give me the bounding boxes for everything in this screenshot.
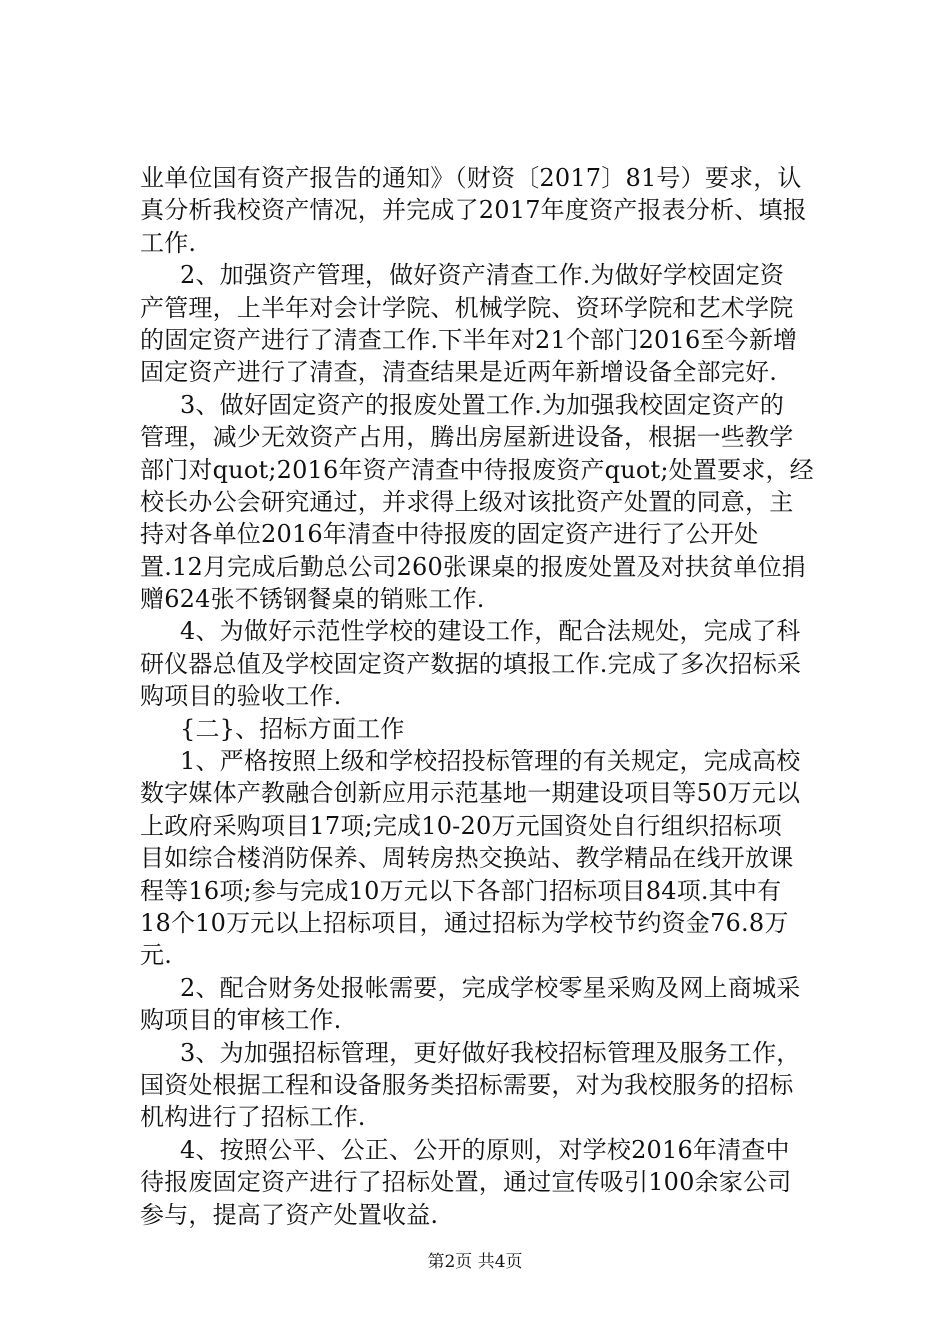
text-line: 国资处根据工程和设备服务类招标需要，对为我校服务的招标 — [140, 1070, 794, 1099]
text-line: 工作. — [140, 228, 197, 257]
text-line: {二}、招标方面工作 — [180, 714, 405, 743]
text-line: 程等16项;参与完成10万元以下各部门招标项目84项.其中有 — [140, 876, 782, 905]
text-line: 机构进行了招标工作. — [140, 1103, 366, 1132]
text-line: 目如综合楼消防保养、周转房热交换站、教学精品在线开放课 — [140, 844, 794, 873]
text-line: 2、配合财务处报帐需要，完成学校零星采购及网上商城采 — [180, 973, 801, 1002]
text-line: 产管理，上半年对会计学院、机械学院、资环学院和艺术学院 — [140, 293, 794, 322]
text-line: 购项目的验收工作. — [140, 682, 342, 711]
text-line: 2、加强资产管理，做好资产清查工作.为做好学校固定资 — [180, 261, 785, 290]
text-line: 18个10万元以上招标项目，通过招标为学校节约资金76.8万 — [140, 908, 789, 937]
text-line: 业单位国有资产报告的通知》（财资〔2017〕81号）要求，认 — [140, 164, 802, 192]
text-line: 元. — [140, 941, 173, 970]
text-line: 参与，提高了资产处置收益. — [140, 1200, 439, 1229]
text-line: 数字媒体产教融合创新应用示范基地一期建设项目等50万元以 — [140, 779, 801, 808]
text-line: 真分析我校资产情况，并完成了2017年度资产报表分析、填报 — [140, 196, 807, 225]
text-line: 上政府采购项目17项;完成10-20万元国资处自行组织招标项 — [140, 811, 782, 840]
text-line: 固定资产进行了清查，清查结果是近两年新增设备全部完好. — [140, 358, 778, 387]
text-line: 4、为做好示范性学校的建设工作，配合法规处，完成了科 — [180, 617, 801, 646]
text-line: 部门对quot;2016年资产清查中待报废资产quot;处置要求，经 — [140, 455, 814, 484]
text-line: 持对各单位2016年清查中待报废的固定资产进行了公开处 — [140, 520, 759, 549]
document-body — [140, 162, 830, 1231]
text-line: 赠624张不锈钢餐桌的销账工作. — [140, 585, 485, 614]
text-line: 待报废固定资产进行了招标处置，通过宣传吸引100余家公司 — [140, 1168, 792, 1197]
text-line: 1、严格按照上级和学校招投标管理的有关规定，完成高校 — [180, 747, 801, 776]
text-line: 4、按照公平、公正、公开的原则，对学校2016年清查中 — [180, 1135, 790, 1164]
text-line: 研仪器总值及学校固定资产数据的填报工作.完成了多次招标采 — [140, 649, 802, 678]
text-line: 的固定资产进行了清查工作.下半年对21个部门2016至今新增 — [140, 325, 798, 354]
text-line: 3、为加强招标管理，更好做好我校招标管理及服务工作， — [180, 1038, 801, 1067]
page-footer: 第2页 共4页 — [427, 1252, 523, 1272]
text-line: 管理，减少无效资产占用，腾出房屋新进设备，根据一些教学 — [140, 423, 794, 452]
text-line: 购项目的审核工作. — [140, 1006, 342, 1035]
text-line: 校长办公会研究通过，并求得上级对该批资产处置的同意，主 — [140, 487, 794, 516]
text-line: 置.12月完成后勤总公司260张课桌的报废处置及对扶贫单位捐 — [140, 552, 806, 581]
text-line: 3、做好固定资产的报废处置工作.为加强我校固定资产的 — [180, 390, 785, 419]
